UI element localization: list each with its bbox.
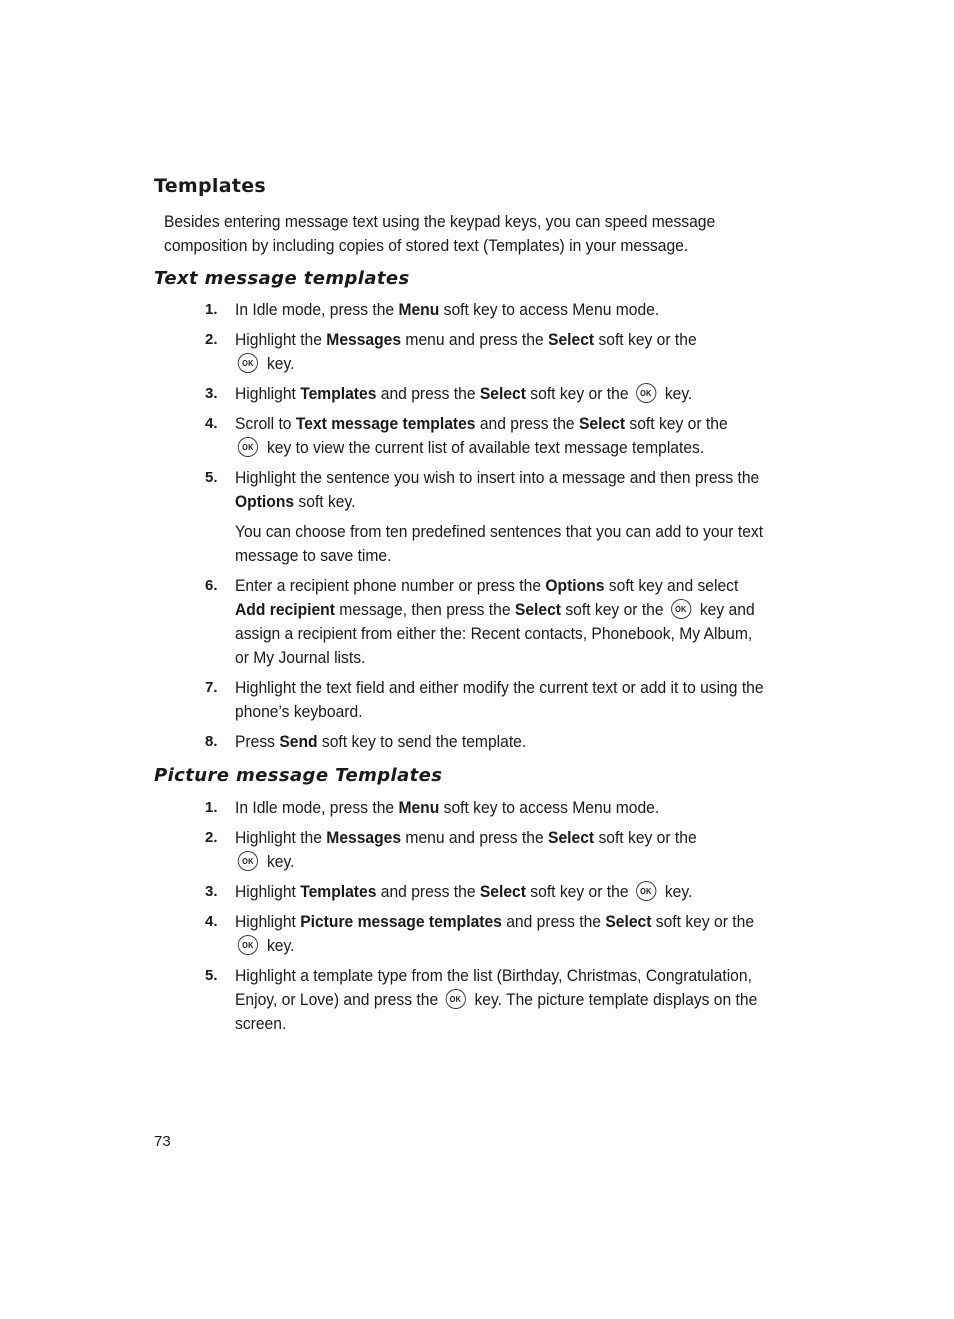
ui-term: Options bbox=[235, 492, 295, 512]
section-heading-text-templates: Text message templates bbox=[154, 268, 410, 289]
step-item bbox=[205, 328, 825, 376]
ui-term: Options bbox=[545, 576, 605, 596]
step-number: 6. bbox=[205, 577, 218, 595]
ui-term: Templates bbox=[300, 384, 377, 404]
step-text: Highlight Templates and press the Select soft key or the OK key. bbox=[235, 384, 693, 404]
step-item bbox=[205, 796, 825, 820]
step-number: 3. bbox=[205, 385, 218, 403]
step-text: Highlight a template type from the list (Birthday, Christmas, Congratulation, Enjoy, or Love) and press the OK key. The picture template displays on the screen. bbox=[235, 966, 758, 1034]
step-text: Highlight the text field and either modify the current text or add it to using the phone’s keyboard. bbox=[235, 678, 764, 722]
step-number: 2. bbox=[205, 829, 218, 846]
ok-key-icon: OK bbox=[238, 437, 258, 457]
step-number: 7. bbox=[205, 679, 218, 697]
ok-key-icon: OK bbox=[445, 989, 465, 1009]
step-number: 8. bbox=[205, 733, 218, 751]
step-text: Highlight the Messages menu and press the Select soft key or the OK key. bbox=[235, 828, 697, 871]
step-item bbox=[205, 910, 825, 958]
step-number: 2. bbox=[205, 331, 218, 348]
step-item bbox=[205, 412, 825, 460]
ui-term: Select bbox=[514, 600, 561, 620]
step-text: Scroll to Text message templates and press the Select soft key or the OK key to view the current list of available text message templates. bbox=[235, 414, 728, 458]
step-number: 4. bbox=[205, 415, 218, 433]
ui-term: Messages bbox=[326, 828, 402, 847]
section-heading-picture-templates: Picture message Templates bbox=[154, 765, 443, 786]
step-item bbox=[205, 676, 825, 724]
step-text: In Idle mode, press the Menu soft key to access Menu mode. bbox=[235, 798, 660, 817]
ok-key-icon: OK bbox=[238, 851, 258, 871]
ui-term: Picture message templates bbox=[300, 912, 502, 932]
ok-key-icon: OK bbox=[671, 599, 691, 619]
step-item bbox=[205, 466, 825, 568]
step-item bbox=[205, 382, 825, 406]
step-number: 1. bbox=[205, 301, 218, 318]
step-item bbox=[205, 964, 825, 1036]
ok-key-icon: OK bbox=[238, 935, 258, 955]
step-item bbox=[205, 880, 825, 904]
step-text: Highlight the sentence you wish to insert into a message and then press the Options soft key. You can choose from ten predefined sentences that you can add to your text message to save time. bbox=[235, 466, 769, 568]
step-number: 5. bbox=[205, 967, 218, 985]
step-number: 5. bbox=[205, 469, 218, 487]
step-text: Highlight the Messages menu and press the Select soft key or the OK key. bbox=[235, 330, 697, 373]
step-number: 3. bbox=[205, 883, 218, 901]
step-number: 4. bbox=[205, 913, 218, 931]
ui-term: Select bbox=[479, 882, 526, 902]
ui-term: Send bbox=[279, 732, 318, 752]
ui-term: Select bbox=[605, 912, 652, 932]
ui-term: Select bbox=[578, 414, 626, 434]
ui-term: Add recipient bbox=[235, 600, 335, 620]
step-text: In Idle mode, press the Menu soft key to access Menu mode. bbox=[235, 300, 660, 319]
ui-term: Messages bbox=[326, 330, 402, 349]
ui-term: Templates bbox=[300, 882, 377, 902]
ui-term: Menu bbox=[398, 300, 440, 319]
step-text: Highlight Picture message templates and press the Select soft key or the OK key. bbox=[235, 912, 755, 956]
step-item bbox=[205, 298, 825, 322]
step-text: Enter a recipient phone number or press the Options soft key and select Add recipient message, then press the Select soft key or the OK key and assign a recipient from either the: Recent contacts, Phonebook, My Album, or My Journal lists. bbox=[235, 576, 755, 668]
intro-paragraph: Besides entering message text using the keypad keys, you can speed message composition by including copies of stored text (Templates) in your message. bbox=[164, 212, 716, 255]
step-item bbox=[205, 574, 825, 670]
step-text: Highlight Templates and press the Select soft key or the OK key. bbox=[235, 882, 693, 902]
ui-term: Select bbox=[548, 828, 595, 847]
picture-templates-steps bbox=[205, 796, 825, 1042]
step-number: 1. bbox=[205, 799, 218, 816]
page-title: Templates bbox=[154, 175, 267, 197]
step-item bbox=[205, 826, 825, 874]
page-number: 73 bbox=[154, 1133, 171, 1150]
ok-key-icon: OK bbox=[636, 881, 656, 901]
ui-term: Select bbox=[479, 384, 526, 404]
step-text: Press Send soft key to send the template. bbox=[235, 732, 527, 752]
step-note: You can choose from ten predefined sentences that you can add to your text message to save time. bbox=[235, 522, 764, 566]
ui-term: Menu bbox=[398, 798, 440, 817]
ui-term: Select bbox=[548, 330, 595, 349]
ui-term: Text message templates bbox=[295, 414, 476, 434]
ok-key-icon: OK bbox=[636, 383, 656, 403]
step-item bbox=[205, 730, 825, 754]
ok-key-icon: OK bbox=[238, 353, 258, 373]
text-templates-steps bbox=[205, 298, 825, 760]
